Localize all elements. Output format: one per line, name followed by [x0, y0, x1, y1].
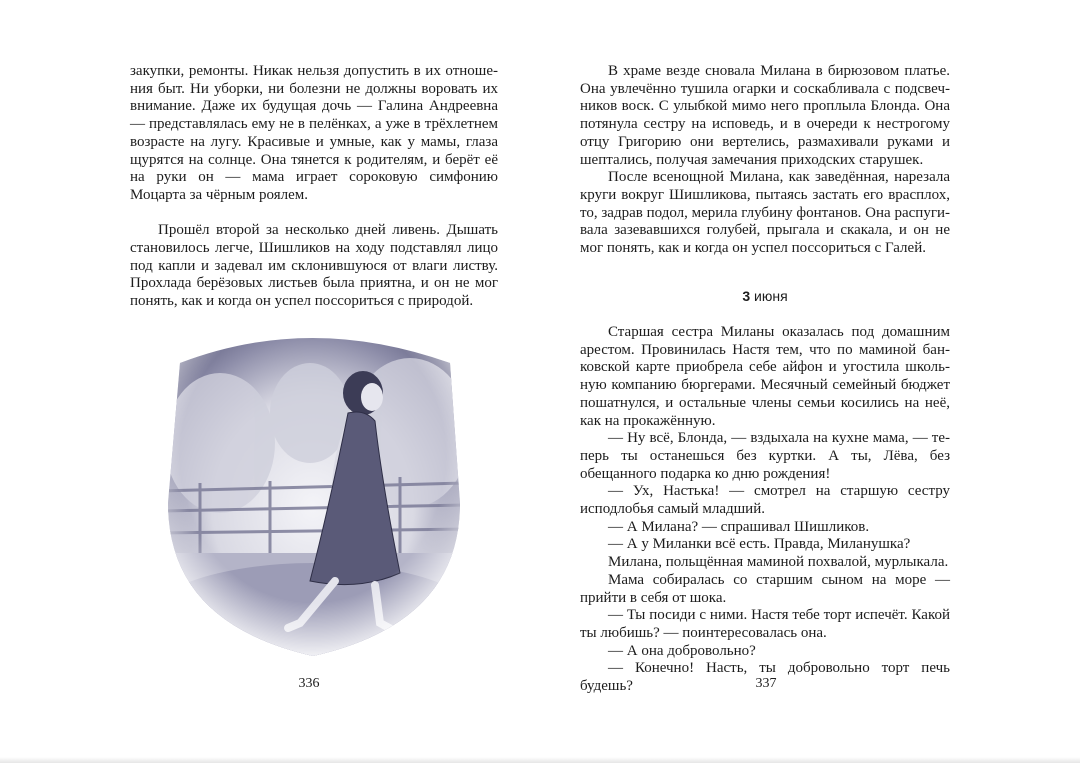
paragraph: После всенощной Милана, как заведённая, нарезала круги вокруг Шишликова, пытаясь застать его врасплох, то, задрав подол, мерила глубину фонтанов. Она распугивала зазевавшихся голубей, прыгала и скакала, и он не мог понять, как и когда он успел поссориться с Галей.	[580, 169, 950, 257]
paragraph: Мама собиралась со старшим сыном на море — прийти в себя от шока.	[580, 571, 950, 606]
dialogue-line: — А Милана? — спрашивал Шишликов.	[608, 518, 870, 535]
right-text-column-top	[580, 63, 950, 258]
chapter-heading	[580, 288, 950, 304]
paragraph: Прошёл второй за несколько дней ливень. Дышать становилось легче, Шишликов на ходу подставлял лицо под капли и задевал им склонившуюся от влаги листву. Прохлада берёзовых листьев была приятна, и он не мог понять, как и когда он успел поссориться с природой.	[130, 222, 498, 310]
dialogue-line: — А она добровольно?	[608, 642, 756, 659]
girl-walking-photo	[160, 323, 466, 658]
paragraph: закупки, ремонты. Никак нельзя допустить в их отношения быт. Ни уборки, ни болезни не должны воровать их внимание. Даже их будущая дочь — Галина Андреевна — представлялась ему не в пелёнках, а уже в трёхлетнем возрасте на лугу. Красивые и умные, как у мамы, глаза щурятся на солнце. Она тянется к родителям, и берёт её на руки он — мама играет сороковую симфонию Моцарта за чёрным роялем.	[130, 63, 498, 203]
page-bottom-shadow	[0, 757, 1080, 763]
dialogue-line: — Ну всё, Блонда, — вздыхала на кухне мама, — теперь ты останешься без куртки. А ты, Лёва, без обещанного подарка ко дню рождения!	[580, 430, 950, 482]
paragraph: Милана, польщённая маминой похвалой, мурлыкала.	[608, 554, 949, 571]
right-text-column-bottom	[580, 324, 950, 696]
paragraph: Старшая сестра Миланы оказалась под домашним арестом. Провинилась Настя тем, что по маминой банковской карте приобрела себе айфон и угостила школьную компанию бюргерами. Месячный семейный бюджет пошатнулся, и остальные члены семьи косились на неё, как на прокажённую.	[580, 324, 950, 429]
page-number: 336	[298, 676, 320, 691]
left-text-column	[130, 63, 498, 311]
dialogue-line: — Ты посиди с ними. Настя тебе торт испечёт. Какой ты любишь? — поинтересовалась она.	[580, 607, 950, 641]
heading-day: 3	[742, 288, 751, 304]
dialogue-line: — Конечно! Насть, ты добровольно торт печь будешь?	[580, 660, 950, 695]
right-page	[540, 0, 1080, 763]
dialogue-line: — А у Миланки всё есть. Правда, Миланушка?	[608, 536, 911, 553]
paragraph: В храме везде сновала Милана в бирюзовом платье. Она увлечённо тушила огарки и соскабливала с подсвечников воск. С улыбкой мимо него проплыла Блонда. Она потянула сестру на исповедь, и в очереди к нестрогому отцу Григорию они вертелись, размахивали руками и шептались, получая замечания приходских старушек.	[580, 63, 950, 168]
page-number: 337	[755, 676, 777, 691]
heading-month: июня	[750, 288, 788, 304]
dialogue-line: — Ух, Настька! — смотрел на старшую сестру исподлобья самый младший.	[580, 483, 950, 518]
